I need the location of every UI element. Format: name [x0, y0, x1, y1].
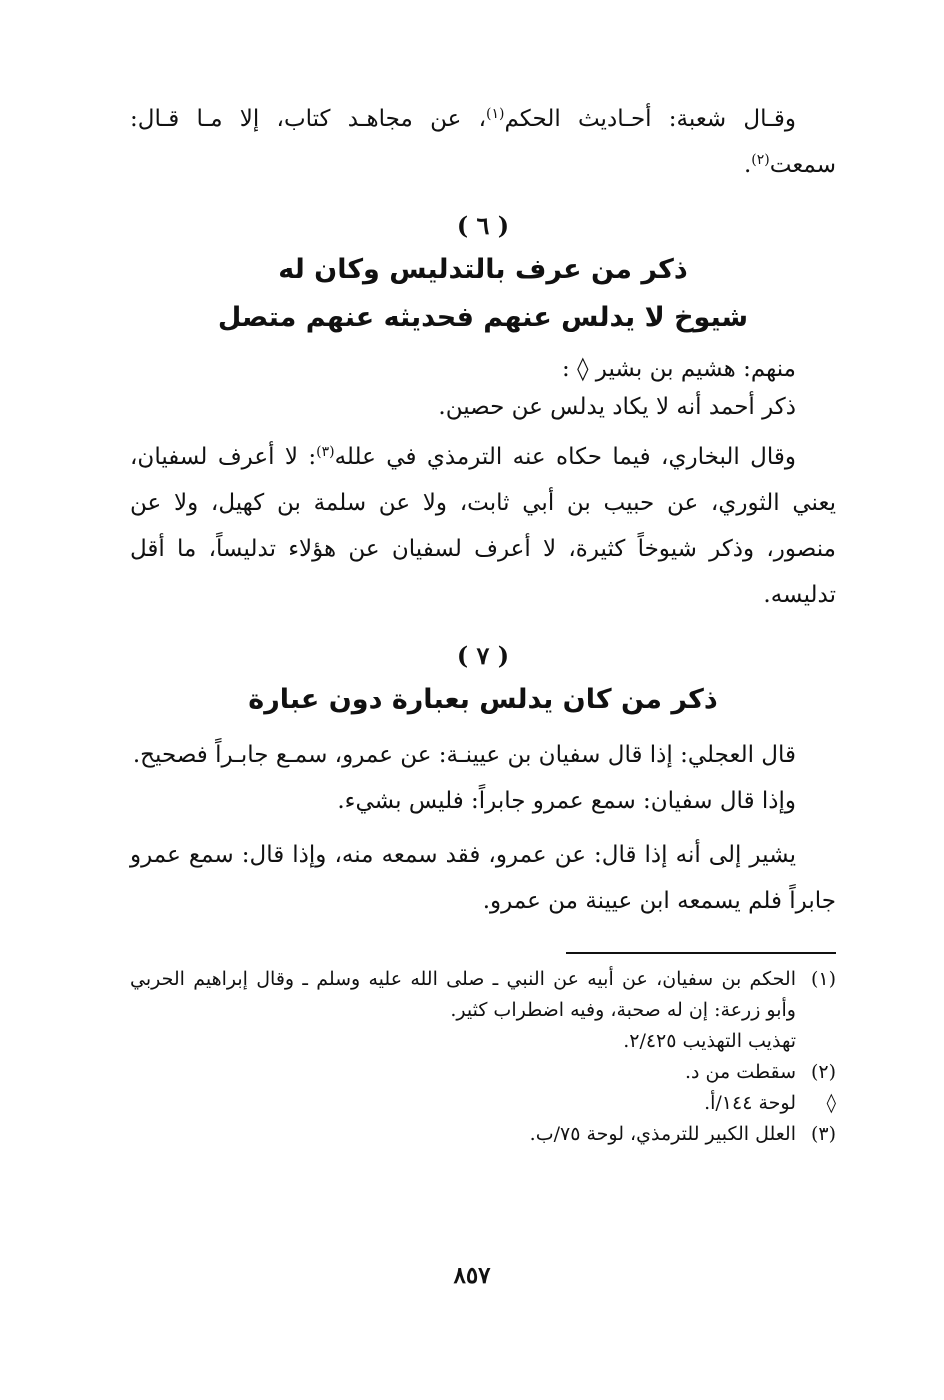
intro-text-end: .	[743, 152, 752, 178]
section-6-line-1: منهم: هشيم بن بشير ◊ :	[562, 356, 796, 382]
footnote-1-source	[130, 1026, 836, 1057]
footnote-ref-2[interactable]: (٢)	[751, 152, 770, 168]
page-body	[130, 96, 836, 1150]
section-6-number: ( ٦ )	[456, 211, 510, 240]
footnote-text: سقطت من د.	[685, 1061, 796, 1083]
intro-paragraph	[130, 96, 836, 188]
footnote-marker: (٣)	[810, 1123, 836, 1145]
footnote-text: الحكم بن سفيان، عن أبيه عن النبي ـ صلى الله عليه وسلم ـ وقال إبراهيم الحربي وأبو زرعة: إن له صحبة، وفيه اضطراب كثير.	[130, 968, 796, 1021]
folio-marker-icon: ◊	[826, 1092, 836, 1114]
section-7-paragraph-1: قال العجلي: إذا قال سفيان بن عيينـة: عن عمرو، سمـع جابـراً فصحيح.	[132, 742, 796, 768]
footnote-3	[130, 1119, 836, 1150]
footnote-marker	[796, 1026, 836, 1057]
footnote-text: تهذيب التهذيب ٢/٤٢٥.	[623, 1030, 796, 1052]
section-7-paragraph-3: يشير إلى أنه إذا قال: عن عمرو، فقد سمعه منه، وإذا قال: سمع عمرو جابراً فلم يسمعه ابن عيينة من عمرو.	[130, 842, 836, 914]
footnote-folio	[130, 1088, 836, 1119]
footnote-text: لوحة ١٤٤/أ.	[704, 1092, 796, 1114]
section-6-title-line-2: شيوخ لا يدلس عنهم فحديثه عنهم متصل	[217, 302, 749, 333]
footnotes	[130, 964, 836, 1150]
section-6-text-a: وقال البخاري، فيما حكاه عنه الترمذي في علله	[334, 444, 796, 470]
section-6-title-line-1: ذكر من عرف بالتدليس وكان له	[278, 254, 688, 285]
section-7-number: ( ٧ )	[456, 641, 510, 670]
section-7-title: ذكر من كان يدلس بعبارة دون عبارة	[248, 684, 718, 715]
footnote-marker: (١)	[810, 968, 836, 990]
section-6-paragraph	[130, 434, 836, 618]
page-number: ٨٥٧	[453, 1262, 491, 1289]
footnote-divider	[566, 952, 836, 954]
section-6-text-b: : لا أعرف لسفيان، يعني الثوري، عن حبيب بن أبي ثابت، ولا عن سلمة بن كهيل، ولا عن منصور، وذكر شيوخاً كثيرة، لا أعرف لسفيان عن هؤلاء تدليساً، ما أقل تدليسه.	[130, 444, 836, 608]
footnote-2	[130, 1057, 836, 1088]
footnote-1	[130, 964, 836, 1026]
footnote-marker: (٢)	[810, 1061, 836, 1083]
intro-text-a: وقـال شعبة: أحـاديث الحكم	[504, 106, 796, 132]
section-7-paragraph-2: وإذا قال سفيان: سمع عمرو جابراً: فليس بشيء.	[337, 788, 796, 814]
footnote-ref-3[interactable]: (٣)	[316, 444, 335, 460]
footnote-ref-1[interactable]: (١)	[486, 106, 505, 122]
section-6-line-2: ذكر أحمد أنه لا يكاد يدلس عن حصين.	[438, 394, 796, 420]
footnote-text: العلل الكبير للترمذي، لوحة ٧٥/ب.	[529, 1123, 796, 1145]
intro-text-b: ، عن مجاهـد كتاب، إلا مـا قـال: سمعت	[130, 106, 836, 178]
